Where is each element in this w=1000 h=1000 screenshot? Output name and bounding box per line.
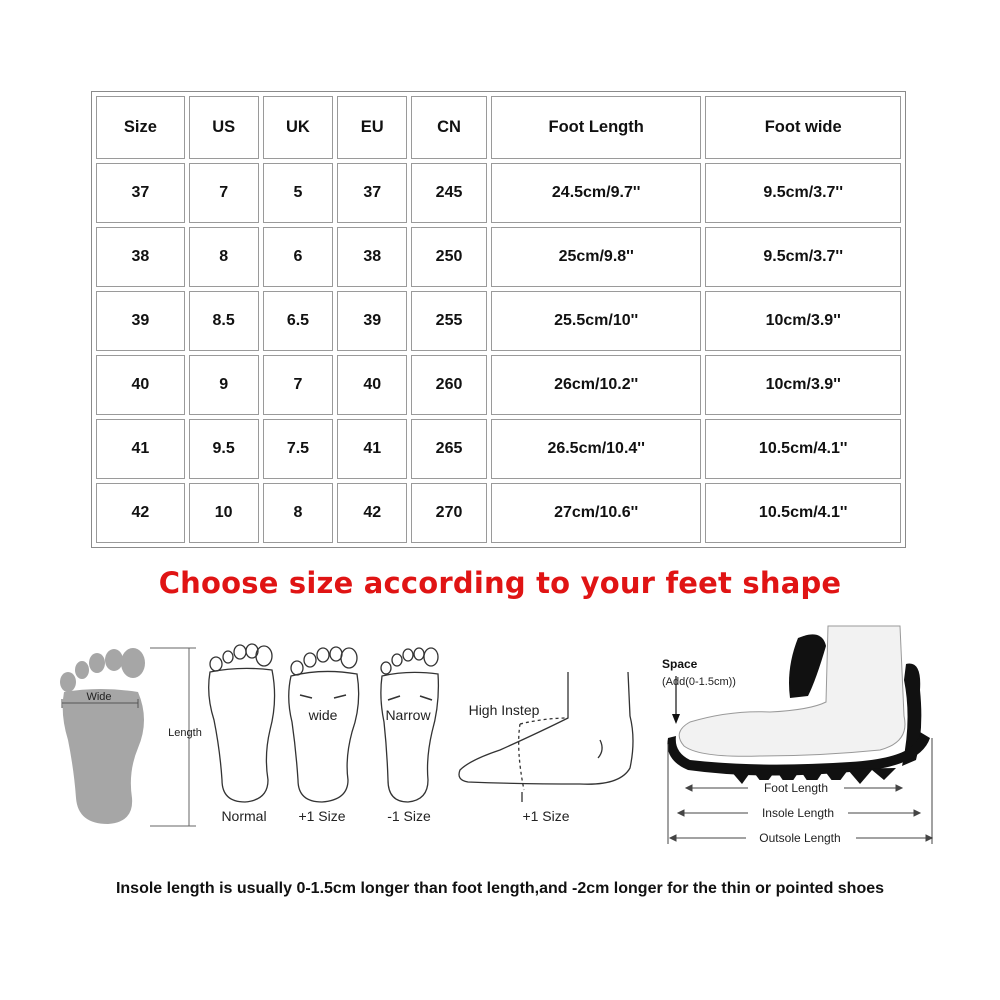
- table-cell: 37: [337, 163, 407, 223]
- table-cell: 8: [263, 483, 334, 543]
- table-cell: 38: [337, 227, 407, 287]
- wide-foot-icon: [289, 647, 359, 802]
- space-sub-label: (Add(0-1.5cm)): [662, 676, 736, 688]
- wide-top-label: wide: [308, 707, 338, 723]
- table-row: [96, 483, 901, 543]
- narrow-caption: -1 Size: [387, 808, 431, 824]
- table-cell: 250: [411, 227, 487, 287]
- size-chart-table: [91, 91, 906, 548]
- narrow-foot-icon: [381, 648, 439, 802]
- feet-shape-illustration: [0, 620, 1000, 870]
- table-cell: 7: [189, 163, 259, 223]
- table-cell: 26.5cm/10.4'': [491, 419, 702, 479]
- table-cell: 8.5: [189, 291, 259, 351]
- table-cell: 37: [96, 163, 185, 223]
- table-cell: 10.5cm/4.1'': [705, 419, 901, 479]
- table-cell: 245: [411, 163, 487, 223]
- table-row: [96, 163, 901, 223]
- table-cell: 6.5: [263, 291, 334, 351]
- table-cell: 260: [411, 355, 487, 415]
- table-cell: 8: [189, 227, 259, 287]
- table-cell: 10: [189, 483, 259, 543]
- table-cell: 7: [263, 355, 334, 415]
- high-instep-label: High Instep: [468, 702, 540, 718]
- table-row: [96, 227, 901, 287]
- header-cell: UK: [263, 96, 334, 159]
- table-cell: 40: [96, 355, 185, 415]
- footprint-measure-icon: [60, 648, 145, 824]
- table-cell: 10cm/3.9'': [705, 291, 901, 351]
- insole-length-note: Insole length is usually 0-1.5cm longer than foot length,and -2cm longer for the thin or pointed shoes: [115, 880, 885, 897]
- table-cell: 10cm/3.9'': [705, 355, 901, 415]
- shoe-cross-section-icon: [667, 626, 930, 788]
- table-header-row: [96, 96, 901, 159]
- table-cell: 41: [96, 419, 185, 479]
- table-cell: 42: [337, 483, 407, 543]
- table-cell: 5: [263, 163, 334, 223]
- table-cell: 255: [411, 291, 487, 351]
- header-cell: Foot Length: [491, 96, 702, 159]
- table-cell: 39: [96, 291, 185, 351]
- table-cell: 6: [263, 227, 334, 287]
- header-cell: Foot wide: [705, 96, 901, 159]
- high-instep-caption: +1 Size: [522, 808, 570, 824]
- table-cell: 9: [189, 355, 259, 415]
- table-cell: 270: [411, 483, 487, 543]
- table-cell: 41: [337, 419, 407, 479]
- table-row: [96, 291, 901, 351]
- table-cell: 24.5cm/9.7'': [491, 163, 702, 223]
- header-cell: CN: [411, 96, 487, 159]
- feet-shape-heading: Choose size according to your feet shape: [158, 566, 842, 600]
- table-cell: 27cm/10.6'': [491, 483, 702, 543]
- table-cell: 40: [337, 355, 407, 415]
- insole-length-label: Insole Length: [761, 806, 835, 820]
- table-cell: 25.5cm/10'': [491, 291, 702, 351]
- normal-foot-icon: [209, 644, 275, 802]
- header-cell: US: [189, 96, 259, 159]
- length-label: Length: [168, 727, 202, 739]
- normal-caption: Normal: [221, 808, 267, 824]
- table-cell: 265: [411, 419, 487, 479]
- table-cell: 9.5cm/3.7'': [705, 163, 901, 223]
- wide-label: Wide: [86, 691, 112, 703]
- table-cell: 9.5cm/3.7'': [705, 227, 901, 287]
- table-cell: 38: [96, 227, 185, 287]
- table-cell: 39: [337, 291, 407, 351]
- table-cell: 10.5cm/4.1'': [705, 483, 901, 543]
- space-label: Space: [662, 657, 698, 671]
- table-row: [96, 419, 901, 479]
- header-cell: EU: [337, 96, 407, 159]
- table-row: [96, 355, 901, 415]
- table-cell: 7.5: [263, 419, 334, 479]
- table-cell: 26cm/10.2'': [491, 355, 702, 415]
- header-cell: Size: [96, 96, 185, 159]
- high-instep-foot-icon: [459, 672, 633, 802]
- table-cell: 25cm/9.8'': [491, 227, 702, 287]
- table-cell: 42: [96, 483, 185, 543]
- table-cell: 9.5: [189, 419, 259, 479]
- foot-length-label: Foot Length: [763, 781, 829, 795]
- outsole-length-label: Outsole Length: [759, 831, 841, 845]
- wide-caption: +1 Size: [298, 808, 346, 824]
- narrow-top-label: Narrow: [385, 707, 431, 723]
